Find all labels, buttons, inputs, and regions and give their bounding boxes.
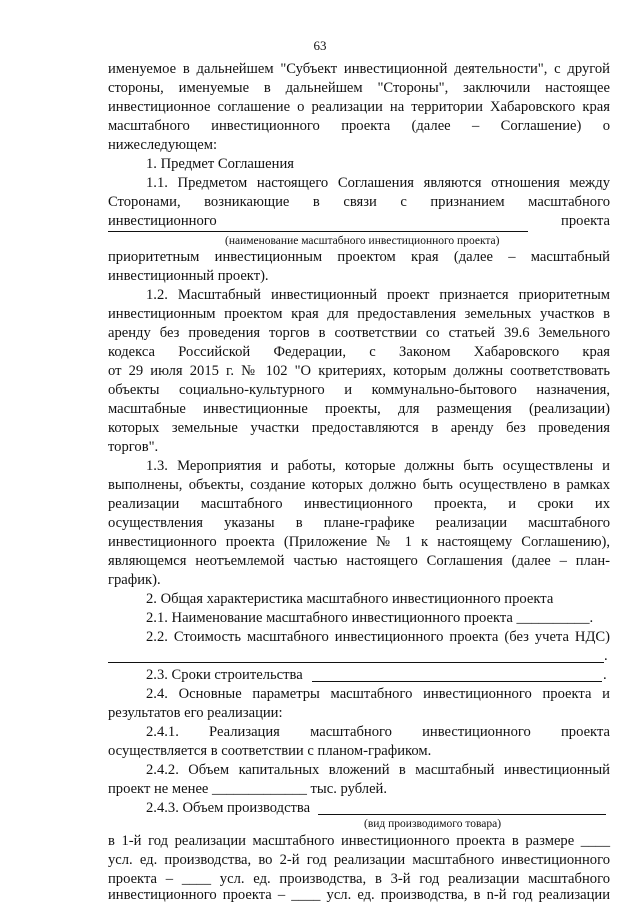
text-line: выполнены, объекты, создание которых должно быть осуществлено в рамках [108,477,610,493]
text-line: инвестиционного проекта – ____ усл. ед. производства, в n-й год реализации [108,887,610,903]
blank-line [108,662,604,663]
text-line: 1.2. Масштабный инвестиционный проект признается приоритетным [146,287,610,303]
text-line: масштабного инвестиционного проекта (далее – Соглашение) о [108,118,610,134]
text-line: нижеследующем: [108,137,218,153]
text-line: осуществляется в соответствии с планом-графиком. [108,743,432,759]
text-line: которых земельные участки предоставляются в аренду без проведения [108,420,610,436]
text-line: 2.4.3. Объем производства [146,800,311,816]
page-number: 63 [313,38,327,53]
text-line: усл. ед. производства, во 2-й год реализации масштабного инвестиционного [108,852,610,868]
caption-product-type: (вид производимого товара) [364,818,502,830]
blank-line [312,681,602,682]
section-heading: 1. Предмет Соглашения [146,156,294,172]
blank-line [318,814,606,815]
text-line: инвестиционным проектом края для предоставления земельных участков в [108,306,610,322]
text-line: . [604,648,608,664]
text-line: реализации масштабного инвестиционного проекта, и сроки их [108,496,610,512]
text-line: 2.4. Основные параметры масштабного инвестиционного проекта и [146,686,610,702]
text-line: 1.1. Предметом настоящего Соглашения являются отношения между [146,175,610,191]
text-line: 1.3. Мероприятия и работы, которые должны быть осуществлены и [146,458,610,474]
text-line: в 1-й год реализации масштабного инвестиционного проекта в размере ____ [108,833,610,849]
text-line: масштабные инвестиционные проекты, для размещения (реализации) [108,401,610,417]
text-line: . [603,667,607,683]
text-line: стороны, именуемые в дальнейшем "Стороны", заключили настоящее [108,80,610,96]
text-line: приоритетным инвестиционным проектом края (далее – масштабный [108,249,610,265]
text-line: инвестиционный проект). [108,268,269,284]
text-line: график). [108,572,161,588]
text-line: 2.2. Стоимость масштабного инвестиционного проекта (без учета НДС) [146,629,610,645]
text-line: от 29 июля 2015 г. № 102 "О критериях, которым должны соответствовать [108,363,610,379]
text-line: торгов". [108,439,159,455]
text-line: 2.3. Сроки строительства [146,667,303,683]
text-line: осуществления указаны в плане-графике реализации масштабного [108,515,610,531]
text-line: 2.4.2. Объем капитальных вложений в масштабный инвестиционный [146,762,610,778]
blank-line [108,231,528,232]
text-line: объекты социально-культурного и коммунально-бытового назначения, [108,382,610,398]
text-line: результатов его реализации: [108,705,283,721]
text-line: проекта – ____ усл. ед. производства, в 3-й год реализации масштабного [108,871,610,887]
section-heading: 2. Общая характеристика масштабного инвестиционного проекта [146,591,554,607]
text-line: именуемое в дальнейшем "Субъект инвестиционной деятельности", с другой [108,61,610,77]
text-line: являющемся неотъемлемой частью настоящего Соглашения (далее – план- [108,553,610,569]
text-line: аренду без проведения торгов в соответствии со статьей 39.6 Земельного [108,325,610,341]
text-line: 2.1. Наименование масштабного инвестиционного проекта __________. [146,610,594,626]
text-line: 2.4.1. Реализация масштабного инвестиционного проекта [146,724,610,740]
text-line: инвестиционного проекта (Приложение № 1 к настоящему Соглашению), [108,534,610,550]
text-line: проект не менее _____________ тыс. рублей. [108,781,387,797]
text-line: инвестиционное соглашение о реализации на территории Хабаровского края [108,99,610,115]
text-line: кодекса Российской Федерации, с Законом Хабаровского края [108,344,610,360]
caption-project-name: (наименование масштабного инвестиционного проекта) [225,235,500,247]
text-line: инвестиционного проекта [108,213,610,229]
text-line: Сторонами, возникающие в связи с признанием масштабного [108,194,610,210]
